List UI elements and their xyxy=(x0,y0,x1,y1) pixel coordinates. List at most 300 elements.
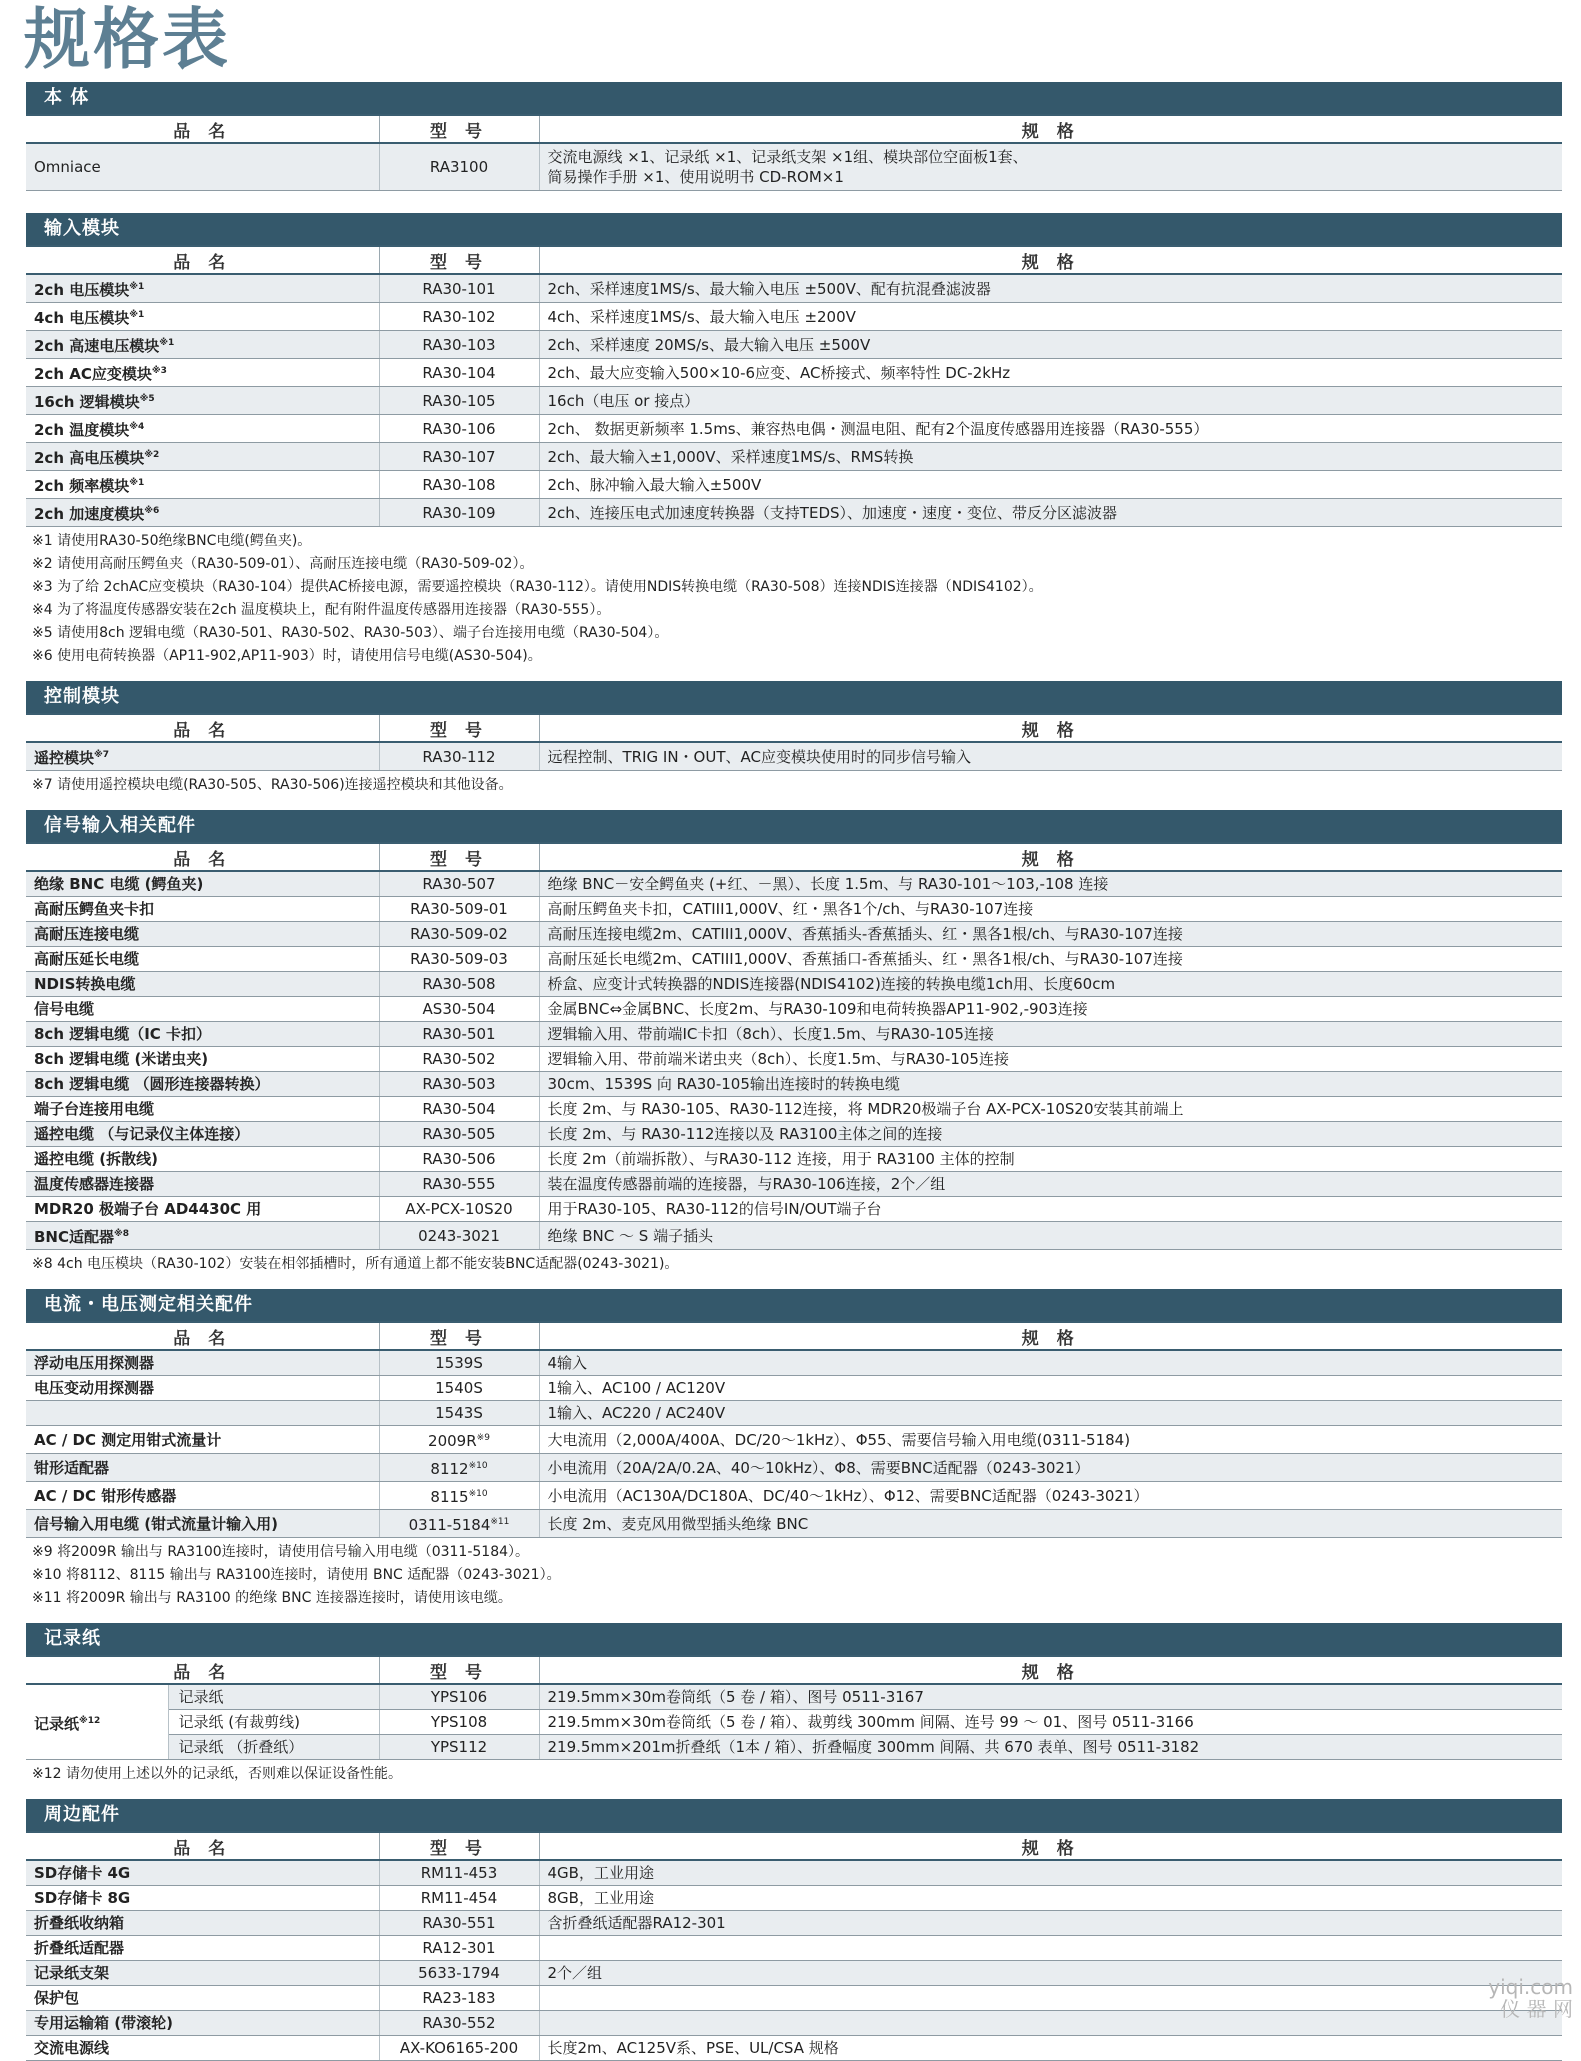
product-name xyxy=(26,1097,379,1122)
product-name-text: 折叠纸收纳箱 xyxy=(34,1914,125,1932)
product-model xyxy=(379,359,539,387)
product-model xyxy=(379,303,539,331)
product-spec-text: 2ch、最大输入±1,000V、采样速度1MS/s、RMS转换 xyxy=(547,447,914,466)
product-name-text: 高耐压延长电缆 xyxy=(34,950,140,968)
section-main-unit xyxy=(26,82,1562,191)
product-spec-text: 装在温度传感器前端的连接器，与RA30-106连接，2个／组 xyxy=(547,1175,946,1193)
product-spec-text: 大电流用（2,000A/400A、DC/20～1kHz）、Φ55、需要信号输入用电缆(0311-5184) xyxy=(547,1430,1131,1449)
product-model xyxy=(379,1936,539,1961)
header-model: 型 号 xyxy=(379,1832,539,1860)
header-name: 品 名 xyxy=(26,714,379,742)
product-name xyxy=(26,1860,379,1886)
section-title: 本 体 xyxy=(26,82,1562,114)
product-spec-text: 绝缘 BNC－安全鳄鱼夹 (+红、－黑）、长度 1.5m、与 RA30-101～103,-108 连接 xyxy=(547,875,1109,893)
product-model-text: AS30-504 xyxy=(422,1000,496,1018)
product-spec xyxy=(539,1401,1562,1426)
product-name xyxy=(26,1911,379,1936)
product-spec xyxy=(539,1684,1562,1710)
product-name xyxy=(26,387,379,415)
product-model xyxy=(379,499,539,527)
footnote-mark: ※3 xyxy=(151,366,167,376)
product-name xyxy=(26,471,379,499)
product-spec-text: 逻辑输入用、带前端米诺虫夹（8ch）、长度1.5m、与RA30-105连接 xyxy=(547,1050,1009,1068)
product-model-text: RA30-102 xyxy=(422,307,496,326)
product-spec xyxy=(539,1886,1562,1911)
product-name-text: 高耐压鳄鱼夹卡扣 xyxy=(34,900,155,918)
product-name-text: 高耐压连接电缆 xyxy=(34,925,140,943)
product-name-text: MDR20 极端子台 AD4430C 用 xyxy=(34,1200,262,1218)
product-spec xyxy=(539,922,1562,947)
table-row xyxy=(26,359,1562,387)
product-name xyxy=(26,997,379,1022)
product-spec xyxy=(539,897,1562,922)
table-row xyxy=(26,303,1562,331)
product-name xyxy=(26,897,379,922)
section-title: 周边配件 xyxy=(26,1799,1562,1831)
product-group-name xyxy=(26,1684,168,1760)
header-name: 品 名 xyxy=(26,246,379,274)
footnote: ※5 请使用8ch 逻辑电缆（RA30-501、RA30-502、RA30-503）、端子台连接用电缆（RA30-504）。 xyxy=(32,625,669,641)
header-name: 品 名 xyxy=(26,1322,379,1350)
product-spec xyxy=(539,2011,1562,2036)
product-name-text: 2ch 高电压模块 xyxy=(34,449,145,467)
footnotes xyxy=(26,527,1562,671)
product-model xyxy=(379,274,539,303)
product-model-text: 0311-5184 xyxy=(408,1516,491,1534)
footnotes xyxy=(26,1538,1562,1613)
product-name xyxy=(168,1684,379,1710)
spec-table xyxy=(26,1655,1562,1760)
product-spec xyxy=(539,1426,1562,1454)
product-model xyxy=(379,1961,539,1986)
product-spec-text: 含折叠纸适配器RA12-301 xyxy=(547,1914,726,1932)
product-spec-text: 1输入、AC100 / AC120V xyxy=(547,1379,726,1397)
product-spec xyxy=(539,1735,1562,1760)
product-name xyxy=(26,1510,379,1538)
product-name-text: 2ch 电压模块 xyxy=(34,281,130,299)
product-name-text: 温度传感器连接器 xyxy=(34,1175,155,1193)
footnote-mark: ※2 xyxy=(144,450,160,460)
footnote: ※7 请使用遥控模块电缆(RA30-505、RA30-506)连接遥控模块和其他设备。 xyxy=(32,777,513,793)
product-model xyxy=(379,1197,539,1222)
product-model xyxy=(379,1454,539,1482)
header-name: 品 名 xyxy=(26,1832,379,1860)
product-group-name-text: 记录纸 xyxy=(34,1714,80,1733)
product-model-text: 0243-3021 xyxy=(418,1226,500,1245)
product-spec-text: 16ch（电压 or 接点） xyxy=(547,391,700,410)
header-model: 型 号 xyxy=(379,115,539,143)
footnotes xyxy=(26,1250,1562,1279)
spec-table xyxy=(26,114,1562,191)
product-spec xyxy=(539,947,1562,972)
product-model-text: RA30-502 xyxy=(422,1050,496,1068)
product-name xyxy=(26,1482,379,1510)
section-recording-paper xyxy=(26,1623,1562,1789)
product-model xyxy=(379,331,539,359)
product-spec-text: 2ch、采样速度 20MS/s、最大输入电压 ±500V xyxy=(547,335,871,354)
product-model xyxy=(379,1350,539,1376)
product-model xyxy=(379,1222,539,1250)
product-model-text: RA30-108 xyxy=(422,475,496,494)
table-row xyxy=(26,1426,1562,1454)
product-name-text: 8ch 逻辑电缆 （圆形连接器转换） xyxy=(34,1075,270,1093)
table-row xyxy=(26,1376,1562,1401)
product-name xyxy=(168,1735,379,1760)
page-title: 规格表 xyxy=(24,1,231,78)
product-model xyxy=(379,1510,539,1538)
product-name xyxy=(26,331,379,359)
product-model-text: RA30-505 xyxy=(422,1125,496,1143)
footnote-mark: ※7 xyxy=(94,750,110,760)
footnote-mark: ※4 xyxy=(129,422,145,432)
table-row xyxy=(26,471,1562,499)
footnotes xyxy=(26,1760,1562,1789)
product-model xyxy=(379,1072,539,1097)
footnotes xyxy=(26,771,1562,800)
footnote-mark: ※11 xyxy=(490,1517,510,1527)
table-row xyxy=(26,1710,1562,1735)
product-spec-text: 远程控制、TRIG IN・OUT、AC应变模块使用时的同步信号输入 xyxy=(547,747,971,766)
product-spec-text: 4GB，工业用途 xyxy=(547,1864,654,1882)
table-row xyxy=(26,2011,1562,2036)
product-spec xyxy=(539,1022,1562,1047)
product-name-text: 绝缘 BNC 电缆 (鳄鱼夹) xyxy=(34,875,204,893)
product-spec-text: 长度2m、AC125V系、PSE、UL/CSA 规格 xyxy=(547,2039,839,2057)
product-model xyxy=(379,1376,539,1401)
section-current-voltage xyxy=(26,1289,1562,1613)
product-spec xyxy=(539,1072,1562,1097)
product-spec xyxy=(539,742,1562,771)
product-spec xyxy=(539,871,1562,897)
table-row xyxy=(26,871,1562,897)
product-name-text: 信号输入用电缆 (钳式流量计输入用) xyxy=(34,1514,278,1533)
product-spec xyxy=(539,471,1562,499)
footnote: ※10 将8112、8115 输出与 RA3100连接时，请使用 BNC 适配器（0243-3021）。 xyxy=(32,1567,561,1583)
header-spec: 规 格 xyxy=(539,1832,1562,1860)
product-name-text: SD存储卡 8G xyxy=(34,1889,131,1907)
footnote-mark: ※1 xyxy=(129,282,145,292)
product-name xyxy=(26,2036,379,2061)
product-spec xyxy=(539,387,1562,415)
product-spec-text: 2ch、连接压电式加速度转换器（支持TEDS）、加速度・速度・变位、带反分区滤波器 xyxy=(547,503,1118,522)
section-title: 输入模块 xyxy=(26,213,1562,245)
watermark-line: yiqi.com xyxy=(1488,1975,1573,1999)
header-spec: 规 格 xyxy=(539,115,1562,143)
product-name-text: 专用运输箱 (带滚轮) xyxy=(34,2014,173,2032)
product-spec xyxy=(539,331,1562,359)
product-spec-text: 桥盒、应变计式转换器的NDIS连接器(NDIS4102)连接的转换电缆1ch用、长度60cm xyxy=(547,975,1116,993)
table-row xyxy=(26,922,1562,947)
product-model-text: RA30-103 xyxy=(422,335,496,354)
footnote: ※2 请使用高耐压鳄鱼夹（RA30-509-01）、高耐压连接电缆（RA30-509-02）。 xyxy=(32,556,534,572)
product-spec xyxy=(539,1710,1562,1735)
product-model xyxy=(379,742,539,771)
product-spec-text: 长度 2m、麦克风用微型插头绝缘 BNC xyxy=(547,1514,809,1533)
table-row xyxy=(26,997,1562,1022)
header-name: 品 名 xyxy=(26,843,379,871)
product-spec-text: 2个／组 xyxy=(547,1964,603,1982)
product-model xyxy=(379,1986,539,2011)
product-spec-text: 高耐压连接电缆2m、CATIII1,000V、香蕉插头-香蕉插头、红・黑各1根/ch、与RA30-107连接 xyxy=(547,925,1183,943)
table-row xyxy=(26,972,1562,997)
section-control-modules xyxy=(26,681,1562,800)
table-row xyxy=(26,897,1562,922)
product-model xyxy=(379,1684,539,1710)
product-name xyxy=(26,922,379,947)
product-name-text: 2ch 高速电压模块 xyxy=(34,337,160,355)
product-name xyxy=(26,1426,379,1454)
product-spec xyxy=(539,972,1562,997)
table-row xyxy=(26,1401,1562,1426)
product-spec-text: 4输入 xyxy=(547,1354,588,1372)
product-spec-text: 1输入、AC220 / AC240V xyxy=(547,1404,726,1422)
header-spec: 规 格 xyxy=(539,1656,1562,1684)
product-model-text: RA12-301 xyxy=(422,1939,496,1957)
product-name-text: 遥控电缆 (拆散线) xyxy=(34,1150,158,1168)
product-spec-text: 小电流用（20A/2A/0.2A、40～10kHz）、Φ8、需要BNC适配器（0243-3021） xyxy=(547,1458,1090,1477)
header-model: 型 号 xyxy=(379,843,539,871)
product-model-text: RA30-506 xyxy=(422,1150,496,1168)
header-spec: 规 格 xyxy=(539,1322,1562,1350)
watermark xyxy=(1488,1976,1573,2020)
table-row xyxy=(26,1936,1562,1961)
header-name: 品 名 xyxy=(26,115,379,143)
footnote: ※9 将2009R 输出与 RA3100连接时，请使用信号输入用电缆（0311-5184）。 xyxy=(32,1544,530,1560)
product-model xyxy=(379,947,539,972)
product-model xyxy=(379,2036,539,2061)
table-row xyxy=(26,742,1562,771)
product-name-text: SD存储卡 4G xyxy=(34,1864,131,1882)
product-model xyxy=(379,1482,539,1510)
footnote-mark: ※12 xyxy=(79,1715,101,1726)
product-model-text: YPS112 xyxy=(430,1738,488,1756)
product-name-text: AC / DC 测定用钳式流量计 xyxy=(34,1430,222,1449)
product-spec-text: 绝缘 BNC ～ S 端子插头 xyxy=(547,1226,714,1245)
product-spec xyxy=(539,274,1562,303)
table-row xyxy=(26,1172,1562,1197)
product-model-text: 8115 xyxy=(430,1488,469,1506)
section-input-modules xyxy=(26,213,1562,671)
product-model-text: AX-KO6165-200 xyxy=(399,2039,519,2057)
product-model xyxy=(379,2011,539,2036)
product-model-text: RA30-109 xyxy=(422,503,496,522)
product-spec-text: 219.5mm×30m卷筒纸（5 卷 / 箱）、裁剪线 300mm 间隔、连号 99 ～ 01、图号 0511-3166 xyxy=(547,1713,1194,1731)
product-model xyxy=(379,1886,539,1911)
product-model xyxy=(379,1122,539,1147)
table-row xyxy=(26,1197,1562,1222)
table-row xyxy=(26,1350,1562,1376)
product-name xyxy=(168,1710,379,1735)
product-model-text: RM11-453 xyxy=(420,1864,498,1882)
product-name-text: BNC适配器 xyxy=(34,1228,114,1246)
product-spec-text: 长度 2m、与 RA30-105、RA30-112连接，将 MDR20极端子台 AX-PCX-10S20安装其前端上 xyxy=(547,1100,1184,1118)
product-spec-text: 30cm、1539S 向 RA30-105输出连接时的转换电缆 xyxy=(547,1075,900,1093)
product-name xyxy=(26,1936,379,1961)
product-model xyxy=(379,972,539,997)
product-spec-text: 219.5mm×30m卷筒纸（5 卷 / 箱）、图号 0511-3167 xyxy=(547,1688,924,1706)
product-name xyxy=(26,1350,379,1376)
product-spec-text: 长度 2m（前端拆散）、与RA30-112 连接，用于 RA3100 主体的控制 xyxy=(547,1150,1015,1168)
product-model-text: RA30-555 xyxy=(422,1175,496,1193)
product-name-text: 遥控电缆 （与记录仪主体连接） xyxy=(34,1125,250,1143)
footnote: ※1 请使用RA30-50绝缘BNC电缆(鳄鱼夹)。 xyxy=(32,533,312,549)
table-row xyxy=(26,1911,1562,1936)
footnote-mark: ※6 xyxy=(144,506,160,516)
product-spec xyxy=(539,143,1562,191)
product-name-text: 8ch 逻辑电缆（IC 卡扣） xyxy=(34,1025,212,1043)
product-model-text: RA30-503 xyxy=(422,1075,496,1093)
product-model-text: RA30-105 xyxy=(422,391,496,410)
section-title: 电流・电压测定相关配件 xyxy=(26,1289,1562,1321)
product-model-text: RA30-509-01 xyxy=(410,900,508,918)
product-name xyxy=(26,359,379,387)
product-model-text: RA30-551 xyxy=(422,1914,496,1932)
product-model xyxy=(379,471,539,499)
footnote-mark: ※9 xyxy=(476,1433,490,1443)
product-spec xyxy=(539,1986,1562,2011)
product-name xyxy=(26,499,379,527)
watermark-line: 仪 器 网 xyxy=(1500,1997,1573,2021)
product-spec-text: 2ch、脉冲输入最大输入±500V xyxy=(547,475,762,494)
footnote: ※3 为了给 2chAC应变模块（RA30-104）提供AC桥接电源，需要遥控模块（RA30-112）。请使用NDIS转换电缆（RA30-508）连接NDIS连接器（NDIS4102）。 xyxy=(32,579,1043,595)
product-spec xyxy=(539,1172,1562,1197)
product-model-text: RA30-507 xyxy=(422,875,496,893)
spec-line: 简易操作手册 ×1、使用说明书 CD-ROM×1 xyxy=(547,168,844,186)
product-model-text: RA30-101 xyxy=(422,279,496,298)
product-spec-text: 2ch、最大应变输入500×10-6应变、AC桥接式、频率特性 DC-2kHz xyxy=(547,363,1011,382)
product-name xyxy=(26,1376,379,1401)
product-spec xyxy=(539,1860,1562,1886)
section-title: 信号输入相关配件 xyxy=(26,810,1562,842)
footnote: ※12 请勿使用上述以外的记录纸，否则难以保证设备性能。 xyxy=(32,1766,402,1782)
product-spec-text: 逻辑输入用、带前端IC卡扣（8ch）、长度1.5m、与RA30-105连接 xyxy=(547,1025,994,1043)
product-name xyxy=(26,415,379,443)
section-title: 控制模块 xyxy=(26,681,1562,713)
product-name-text: 记录纸 xyxy=(178,1688,224,1706)
table-row xyxy=(26,1886,1562,1911)
header-spec: 规 格 xyxy=(539,246,1562,274)
table-row xyxy=(26,387,1562,415)
product-model: RA3100 xyxy=(379,143,539,191)
spec-line: 交流电源线 ×1、记录纸 ×1、记录纸支架 ×1组、模块部位空面板1套、 xyxy=(547,148,1028,166)
table-row xyxy=(26,443,1562,471)
table-row xyxy=(26,1961,1562,1986)
product-spec xyxy=(539,1961,1562,1986)
product-model-text: RA30-104 xyxy=(422,363,496,382)
product-model xyxy=(379,1911,539,1936)
product-name-text: 2ch AC应变模块 xyxy=(34,365,152,383)
footnote-mark: ※1 xyxy=(159,338,175,348)
footnote: ※6 使用电荷转换器（AP11-902,AP11-903）时，请使用信号电缆(AS30-504)。 xyxy=(32,648,542,664)
header-spec: 规 格 xyxy=(539,843,1562,871)
product-spec xyxy=(539,2036,1562,2061)
table-row xyxy=(26,499,1562,527)
header-spec: 规 格 xyxy=(539,714,1562,742)
product-name-text: 2ch 温度模块 xyxy=(34,421,130,439)
product-name xyxy=(26,1454,379,1482)
product-name-text: 记录纸支架 xyxy=(34,1964,110,1982)
header-name: 品 名 xyxy=(26,1656,379,1684)
product-name xyxy=(26,1986,379,2011)
product-model-text: 1539S xyxy=(435,1354,483,1372)
product-name xyxy=(26,1961,379,1986)
table-row xyxy=(26,1147,1562,1172)
product-spec xyxy=(539,1911,1562,1936)
product-spec xyxy=(539,1936,1562,1961)
product-model xyxy=(379,1022,539,1047)
product-model-text: 1543S xyxy=(435,1404,483,1422)
product-name xyxy=(26,303,379,331)
table-row xyxy=(26,1986,1562,2011)
table-row xyxy=(26,415,1562,443)
product-spec xyxy=(539,997,1562,1022)
table-row xyxy=(26,1454,1562,1482)
product-model-text: RA30-552 xyxy=(422,2014,496,2032)
spec-table xyxy=(26,1321,1562,1538)
product-spec-text: 小电流用（AC130A/DC180A、DC/40～1kHz）、Φ12、需要BNC适配器（0243-3021） xyxy=(547,1486,1149,1505)
spec-table xyxy=(26,1831,1562,2061)
product-model-text: YPS108 xyxy=(430,1713,488,1731)
product-model-text: 5633-1794 xyxy=(418,1964,500,1982)
product-name xyxy=(26,1172,379,1197)
product-name-text: AC / DC 钳形传感器 xyxy=(34,1486,177,1505)
table-row xyxy=(26,1047,1562,1072)
footnote-mark: ※10 xyxy=(468,1489,488,1499)
product-model-text: RA30-106 xyxy=(422,419,496,438)
product-name-text: 信号电缆 xyxy=(34,1000,95,1018)
spec-table xyxy=(26,713,1562,771)
product-model xyxy=(379,443,539,471)
product-spec xyxy=(539,1147,1562,1172)
product-spec xyxy=(539,1122,1562,1147)
product-name xyxy=(26,871,379,897)
product-name-text: 记录纸 （折叠纸） xyxy=(178,1738,304,1756)
product-name xyxy=(26,1072,379,1097)
product-spec xyxy=(539,1454,1562,1482)
table-row xyxy=(26,1684,1562,1710)
table-row xyxy=(26,143,1562,191)
table-row xyxy=(26,1510,1562,1538)
table-row xyxy=(26,2036,1562,2061)
product-name xyxy=(26,972,379,997)
product-name-text: 钳形适配器 xyxy=(34,1458,110,1477)
product-name xyxy=(26,1122,379,1147)
footnote-mark: ※1 xyxy=(129,478,145,488)
table-row xyxy=(26,1735,1562,1760)
product-name xyxy=(26,947,379,972)
section-signal-accessories xyxy=(26,810,1562,1279)
product-name: Omniace xyxy=(26,143,379,191)
table-row xyxy=(26,331,1562,359)
product-spec xyxy=(539,443,1562,471)
table-row xyxy=(26,1860,1562,1886)
footnote-mark: ※8 xyxy=(114,1229,130,1239)
product-model xyxy=(379,415,539,443)
table-row xyxy=(26,1022,1562,1047)
product-model-text: RA30-508 xyxy=(422,975,496,993)
product-spec xyxy=(539,1510,1562,1538)
product-model-text: RA30-501 xyxy=(422,1025,496,1043)
product-name-text: 交流电源线 xyxy=(34,2039,110,2057)
product-name xyxy=(26,1022,379,1047)
product-spec-text: 高耐压鳄鱼夹卡扣，CATIII1,000V、红・黑各1个/ch、与RA30-107连接 xyxy=(547,900,1034,918)
product-model xyxy=(379,1735,539,1760)
product-spec-text: 高耐压延长电缆2m、CATIII1,000V、香蕉插口-香蕉插头、红・黑各1根/ch、与RA30-107连接 xyxy=(547,950,1183,968)
product-name-text: 2ch 频率模块 xyxy=(34,477,130,495)
product-spec xyxy=(539,1097,1562,1122)
product-spec-text: 长度 2m、与 RA30-112连接以及 RA3100主体之间的连接 xyxy=(547,1125,943,1143)
product-name-text: 折叠纸适配器 xyxy=(34,1939,125,1957)
